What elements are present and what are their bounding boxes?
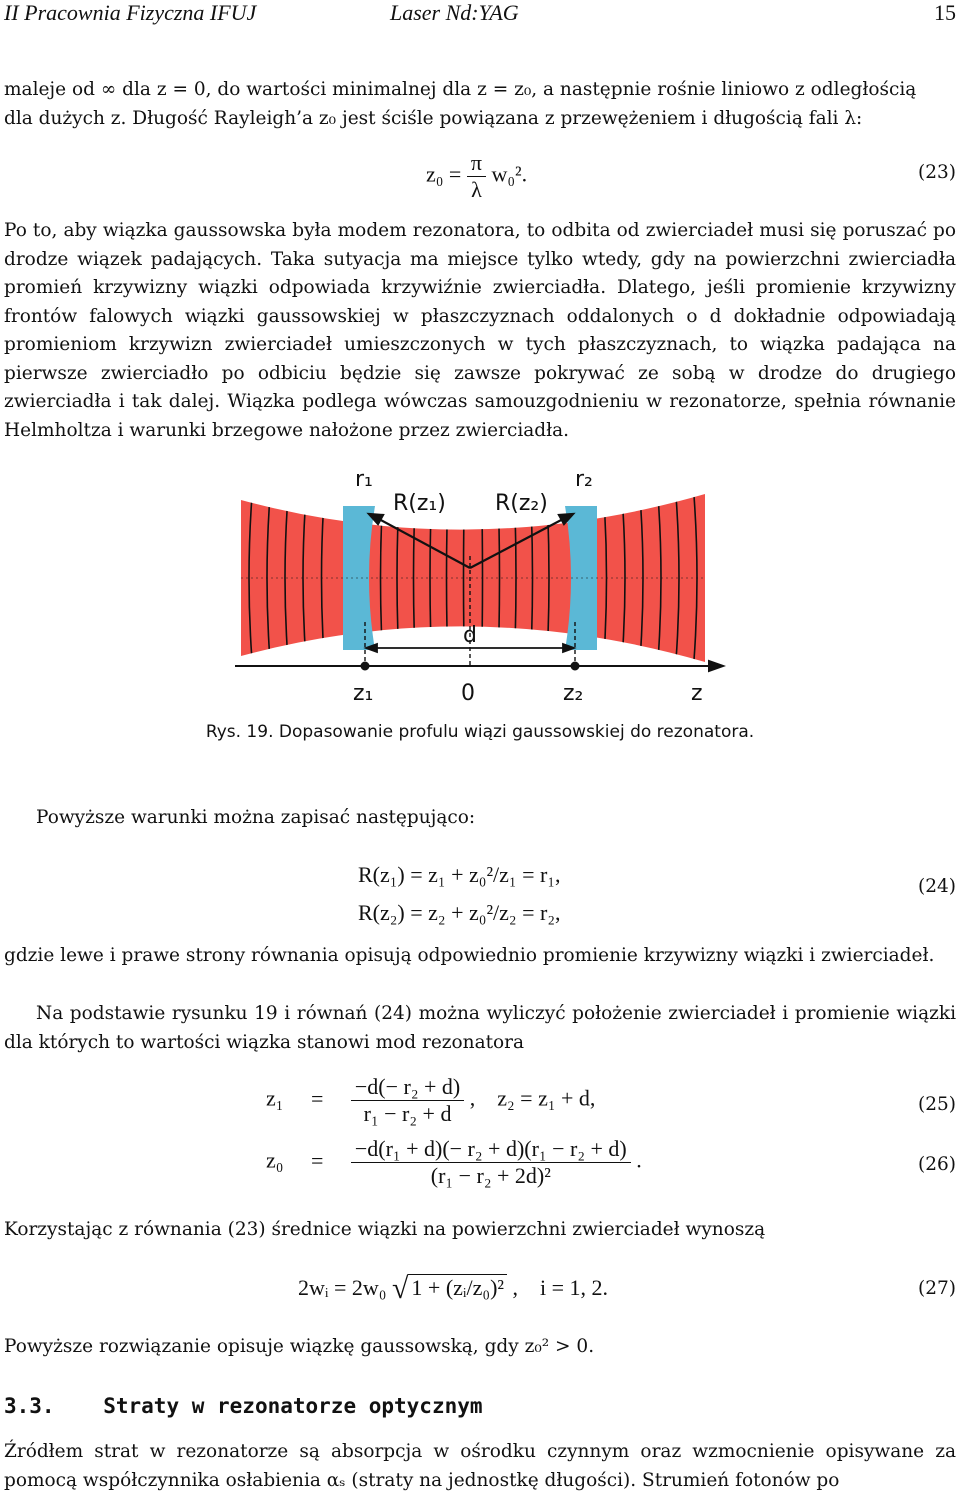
- equation-23-lhs: z₀ =: [426, 161, 462, 187]
- paragraph-intro-line2: dla dużych z. Długość Rayleigh’a z₀ jest ściśle powiązana z przewężeniem i długością fali λ:: [4, 107, 863, 129]
- equation-26: [266, 1136, 642, 1189]
- paragraph-positions: Na podstawie rysunku 19 i równań (24) można wyliczyć położenie zwierciadeł i promienie wiązki dla których to wartości wiązka stanowi mod rezonatora: [4, 1003, 956, 1053]
- equation-27-sqrt-content: 1 + (zᵢ/z₀)²: [408, 1274, 507, 1300]
- equation-25-equals: =: [310, 1085, 324, 1111]
- equation-24-line2: R(z₂) = z₂ + z₀²/z₂ = r₂,: [358, 900, 561, 925]
- label-z1: z₁: [353, 681, 374, 706]
- equation-23-number: (23): [918, 162, 956, 183]
- equation-23-denominator: λ: [471, 177, 482, 202]
- section-heading: [4, 1394, 483, 1418]
- equation-25-rest: , z₂ = z₁ + d,: [469, 1085, 596, 1111]
- figure-resonator-beam: [235, 462, 735, 712]
- equation-24-line1: R(z₁) = z₁ + z₀²/z₁ = r₁,: [358, 862, 561, 887]
- equation-25: [266, 1074, 595, 1127]
- paragraph-intro: [4, 76, 956, 133]
- header-course: II Pracownia Fizyczna IFUJ: [4, 0, 257, 25]
- equation-26-numerator: −d(r₁ + d)(− r₂ + d)(r₁ − r₂ + d): [351, 1136, 631, 1163]
- paragraph-diameters: Korzystając z równania (23) średnice wiązki na powierzchni zwierciadeł wynoszą: [4, 1219, 766, 1240]
- paragraph-losses: Źródłem strat w rezonatorze są absorpcja w ośrodku czynnym oraz wzmocnienie opisywane za pomocą współczynnika osłabienia αₛ (straty na jednostkę długości). Strumień fotonów po: [4, 1441, 956, 1491]
- section-number: 3.3.: [4, 1394, 55, 1418]
- equation-23: [426, 150, 527, 203]
- equation-26-lhs: z₀: [266, 1147, 284, 1173]
- paragraph-sides: gdzie lewe i prawe strony równania opisują odpowiednio promienie krzywizny wiązki i zwierciadeł.: [4, 945, 935, 966]
- section-title: Straty w rezonatorze optycznym: [103, 1394, 483, 1418]
- paragraph-resonator-mode: [4, 217, 956, 445]
- page-number: 15: [934, 0, 956, 25]
- equation-25-denominator: r₁ − r₂ + d: [363, 1101, 452, 1126]
- equation-25-lhs: z₁: [266, 1085, 284, 1111]
- equation-26-rest: .: [636, 1147, 642, 1173]
- equation-27-lhs: 2wᵢ = 2w₀: [298, 1275, 387, 1300]
- label-z: z: [691, 681, 703, 706]
- equation-25-fraction: [351, 1074, 464, 1127]
- equation-27-number: (27): [918, 1278, 956, 1299]
- equation-26-equals: =: [310, 1147, 324, 1173]
- equation-27-rest: , i = 1, 2.: [512, 1275, 609, 1300]
- label-z2: z₂: [563, 681, 584, 706]
- label-r2: r₂: [575, 467, 593, 492]
- label-Rz1: R(z₁): [393, 491, 446, 516]
- paragraph-resonator-mode-text: Po to, aby wiązka gaussowska była modem rezonatora, to odbita od zwierciadeł musi się poruszać po drodze wiązek padających. Taka sutyacja ma miejsce tylko wtedy, gdy na powierzchni zwierciadła promień krzywizny wiązki odpowiada krzywiźnie zwierciadła. Dlatego, jeśli promienie krzywizny frontów falowych wiązki gaussowskiej w płaszczyznach oddalonych o d dokładnie odpowiadają promieniom krzywizn zwierciadeł umieszczonych w tych płaszczyznach, to wiązka padająca na pierwsze zwierciadło po odbiciu będzie się zawsze pokrywać ze sobą w drodze do drugiego zwierciadła i tak dalej. Wiązka podlega wówczas samouzgodnieniu w rezonatorze, spełnia równanie Helmholtza i warunki brzegowe nałożone przez zwierciadła.: [4, 220, 956, 441]
- equation-26-number: (26): [918, 1154, 956, 1175]
- figure-caption: Rys. 19. Dopasowanie profulu wiązi gaussowskiej do rezonatora.: [205, 722, 755, 742]
- equation-23-numerator: π: [467, 150, 486, 177]
- equation-25-number: (25): [918, 1094, 956, 1115]
- equation-23-fraction: [467, 150, 486, 203]
- equation-24-number: (24): [918, 876, 956, 897]
- label-zero: 0: [461, 681, 475, 706]
- paragraph-solution: Powyższe rozwiązanie opisuje wiązkę gaussowską, gdy z₀² > 0.: [4, 1336, 595, 1357]
- equation-26-fraction: [351, 1136, 631, 1189]
- equation-25-numerator: −d(− r₂ + d): [351, 1074, 464, 1101]
- equation-23-rhs: w₀².: [491, 161, 528, 187]
- label-d: d: [463, 623, 477, 648]
- sqrt-icon: √: [391, 1272, 409, 1305]
- z-axis: [235, 661, 723, 671]
- equation-26-denominator: (r₁ − r₂ + 2d)²: [430, 1163, 551, 1188]
- running-header: [4, 0, 956, 28]
- label-Rz2: R(z₂): [495, 491, 548, 516]
- paragraph-intro-line1: maleje od ∞ dla z = 0, do wartości minimalnej dla z = z₀, a następnie rośnie liniowo z odległością: [4, 79, 917, 100]
- header-topic: Laser Nd:YAG: [390, 0, 519, 25]
- equation-27: [298, 1272, 608, 1306]
- paragraph-conditions: Powyższe warunki można zapisać następująco:: [36, 807, 476, 828]
- equation-24: [358, 856, 561, 932]
- label-r1: r₁: [355, 467, 373, 492]
